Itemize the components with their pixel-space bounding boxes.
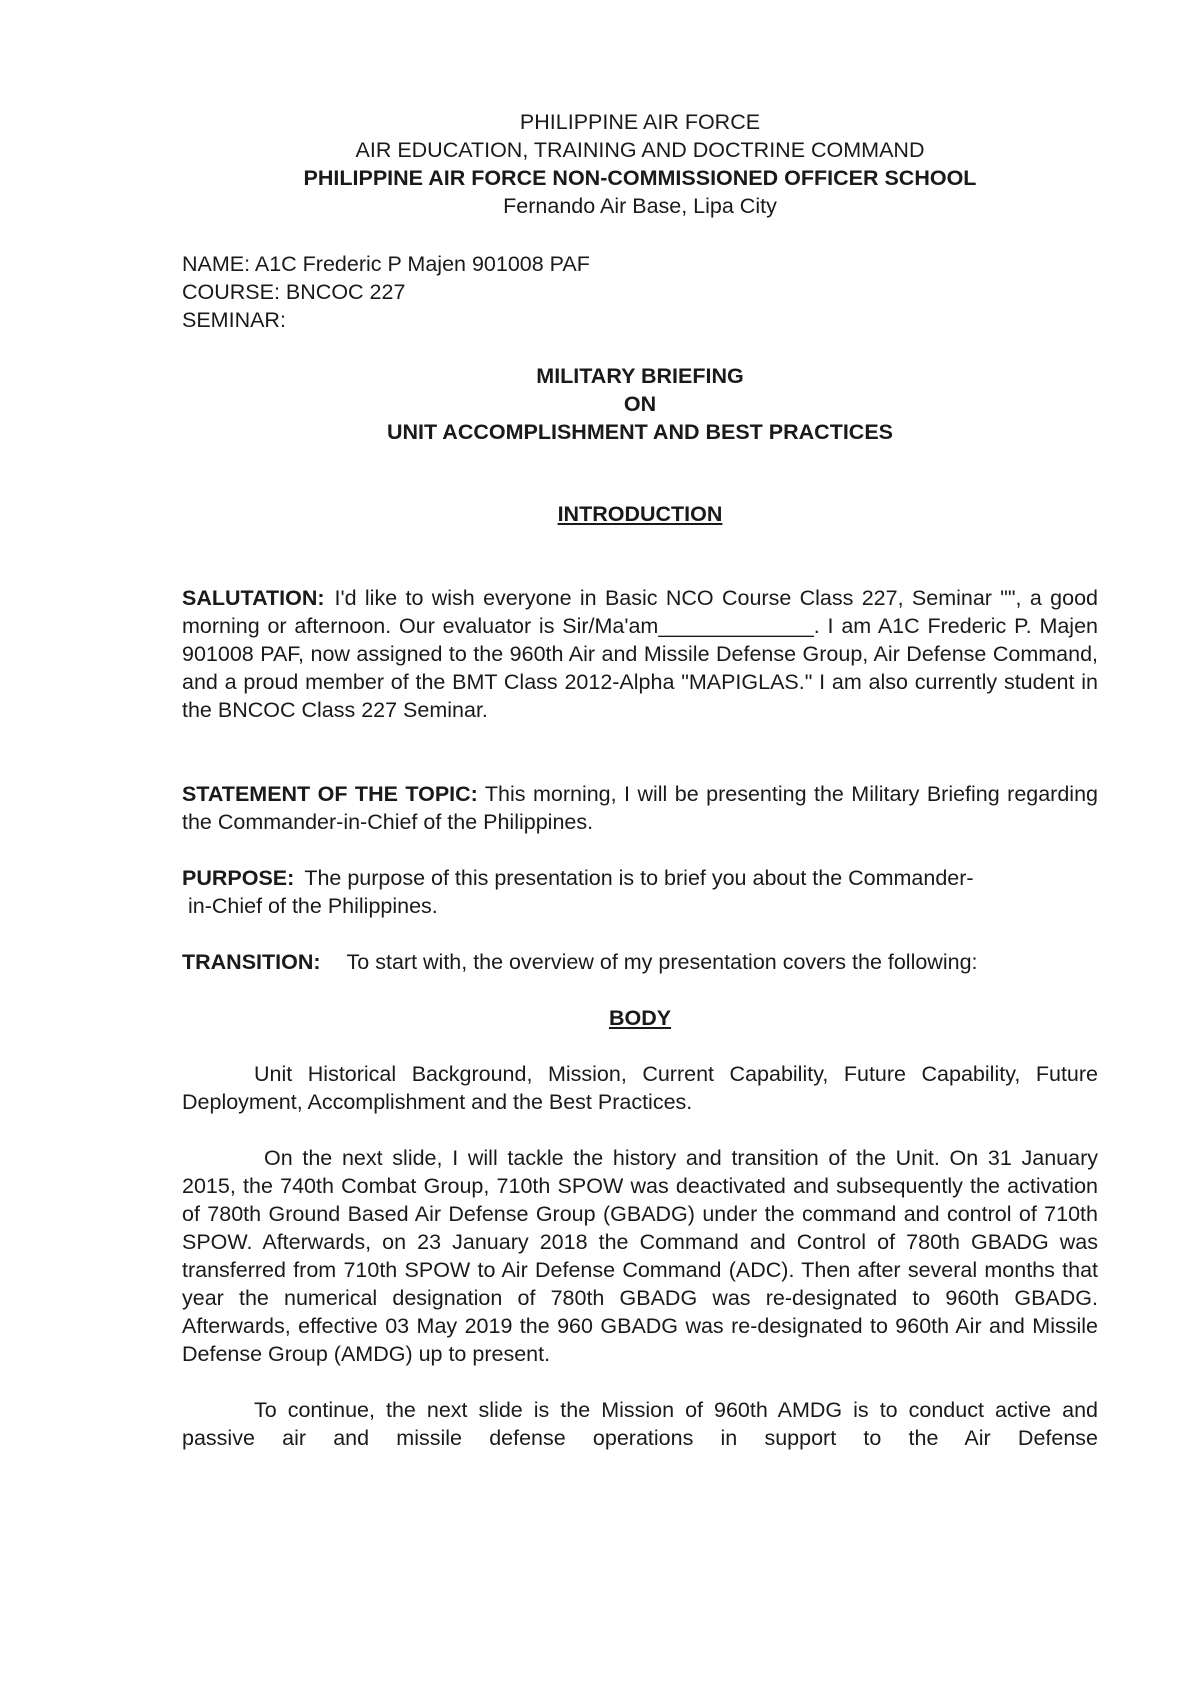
purpose-text-continued: in-Chief of the Philippines. <box>188 894 438 918</box>
student-seminar: SEMINAR: <box>182 308 286 332</box>
purpose-text: The purpose of this presentation is to brief you about the Commander- <box>304 866 974 890</box>
document-header <box>182 108 1098 220</box>
header-line-command: AIR EDUCATION, TRAINING AND DOCTRINE COMMAND <box>355 138 925 162</box>
title-line-3: UNIT ACCOMPLISHMENT AND BEST PRACTICES <box>386 420 894 444</box>
transition-paragraph <box>182 948 1098 976</box>
statement-text: This morning, I will be presenting the Military Briefing regarding the Commander-in-Chief of the Philippines. <box>182 782 1098 834</box>
salutation-text: I'd like to wish everyone in Basic NCO Course Class 227, Seminar "", a good morning or afternoon. Our evaluator is Sir/Ma'am_____________. I am A1C Frederic P. Majen 901008 PAF, now assigned to the 960th Air and Missile Defense Group, Air Defense Command, and a proud member of the BMT Class 2012-Alpha "MAPIGLAS." I am also currently student in the BNCOC Class 227 Seminar. <box>182 586 1098 722</box>
salutation-label: SALUTATION: <box>182 586 325 610</box>
statement-paragraph <box>182 780 1098 836</box>
title-line-2: ON <box>623 392 657 416</box>
title-line-1: MILITARY BRIEFING <box>536 364 744 388</box>
header-line-location: Fernando Air Base, Lipa City <box>503 194 777 218</box>
purpose-label: PURPOSE: <box>182 866 295 890</box>
body-paragraph-history: On the next slide, I will tackle the history and transition of the Unit. On 31 January 2015, the 740th Combat Group, 710th SPOW was deactivated and subsequently the activation of 780th Ground Based Air Defense Group (GBADG) under the command and control of 710th SPOW. Afterwards, on 23 January 2018 the Command and Control of 780th GBADG was transferred from 710th SPOW to Air Defense Command (ADC). Then after several months that year the numerical designation of 780th GBADG was re-designated to 960th GBADG. Afterwards, effective 03 May 2019 the 960 GBADG was re-designated to 960th Air and Missile Defense Group (AMDG) up to present. <box>182 1146 1098 1366</box>
student-name: NAME: A1C Frederic P Majen 901008 PAF <box>182 252 590 276</box>
document-title <box>182 362 1098 446</box>
document-content <box>182 108 1098 1452</box>
introduction-heading: INTRODUCTION <box>557 502 723 526</box>
salutation-paragraph <box>182 584 1098 724</box>
student-info <box>182 250 1098 334</box>
body-paragraph-overview: Unit Historical Background, Mission, Current Capability, Future Capability, Future Deployment, Accomplishment and the Best Practices. <box>182 1062 1098 1114</box>
purpose-paragraph <box>182 864 1098 920</box>
header-line-school: PHILIPPINE AIR FORCE NON-COMMISSIONED OFFICER SCHOOL <box>303 166 977 190</box>
header-line-organization: PHILIPPINE AIR FORCE <box>519 110 761 134</box>
statement-label: STATEMENT OF THE TOPIC: <box>182 782 478 806</box>
transition-label: TRANSITION: <box>182 950 321 974</box>
student-course: COURSE: BNCOC 227 <box>182 280 406 304</box>
body-heading: BODY <box>608 1006 672 1030</box>
transition-text: To start with, the overview of my presentation covers the following: <box>346 950 978 974</box>
body-paragraph-mission: To continue, the next slide is the Mission of 960th AMDG is to conduct active and passive air and missile defense operations in support to the Air Defense <box>182 1398 1098 1450</box>
